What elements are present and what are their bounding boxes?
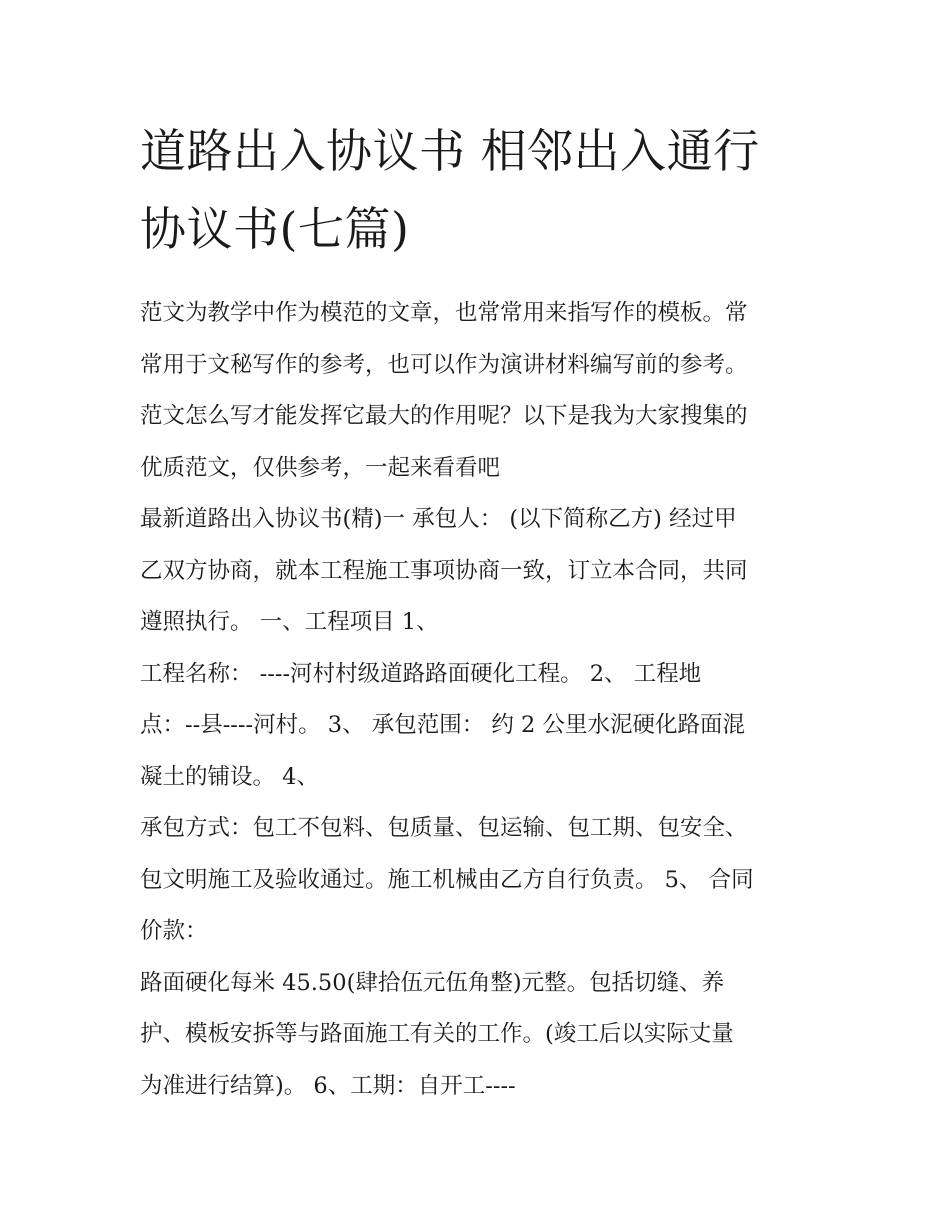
document-page xyxy=(140,112,820,1112)
intro-paragraph xyxy=(140,288,820,494)
price-paragraph xyxy=(140,958,820,1113)
text-line: 范文怎么写才能发挥它最大的作用呢？以下是我为大家搜集的 xyxy=(140,403,748,429)
text-line: 乙双方协商，就本工程施工事项协商一致，订立本合同，共同 xyxy=(140,557,748,584)
text-line: 优质范文，仅供参考，一起来看看吧 xyxy=(140,454,501,481)
text-line: 为准进行结算)。 6、工期：自开工---- xyxy=(140,1072,516,1099)
text-line: 常用于文秘写作的参考，也可以作为演讲材料编写前的参考。 xyxy=(140,351,748,378)
text-line: 范文为教学中作为模范的文章，也常常用来指写作的模板。常 xyxy=(140,300,748,326)
contract-paragraph xyxy=(140,494,820,649)
document-title xyxy=(140,112,820,268)
text-line: 价款： xyxy=(140,918,208,944)
contract-method-paragraph xyxy=(140,803,820,958)
text-line: 凝土的铺设。 4、 xyxy=(140,763,319,790)
text-line: 点：--县----河村。 3、 承包范围： 约 2 公里水泥硬化路面混 xyxy=(140,712,746,738)
text-line: 最新道路出入协议书(精)一 承包人： (以下简称乙方) 经过甲 xyxy=(140,506,737,532)
text-line: 包文明施工及验收通过。施工机械由乙方自行负责。 5、 合同 xyxy=(140,866,754,893)
document-body xyxy=(140,288,820,1112)
title-line: 道路出入协议书 相邻出入通行 xyxy=(140,124,760,178)
text-line: 工程名称： ----河村村级道路路面硬化工程。 2、 工程地 xyxy=(140,660,702,687)
text-line: 承包方式：包工不包料、包质量、包运输、包工期、包安全、 xyxy=(140,815,748,841)
title-line: 协议书(七篇) xyxy=(140,202,410,256)
text-line: 护、模板安拆等与路面施工有关的工作。(竣工后以实际丈量 xyxy=(140,1021,734,1047)
text-line: 路面硬化每米 45.50(肆拾伍元伍角整)元整。包括切缝、养 xyxy=(140,969,725,996)
project-paragraph xyxy=(140,649,820,804)
text-line: 遵照执行。 一、工程项目 1、 xyxy=(140,609,439,635)
